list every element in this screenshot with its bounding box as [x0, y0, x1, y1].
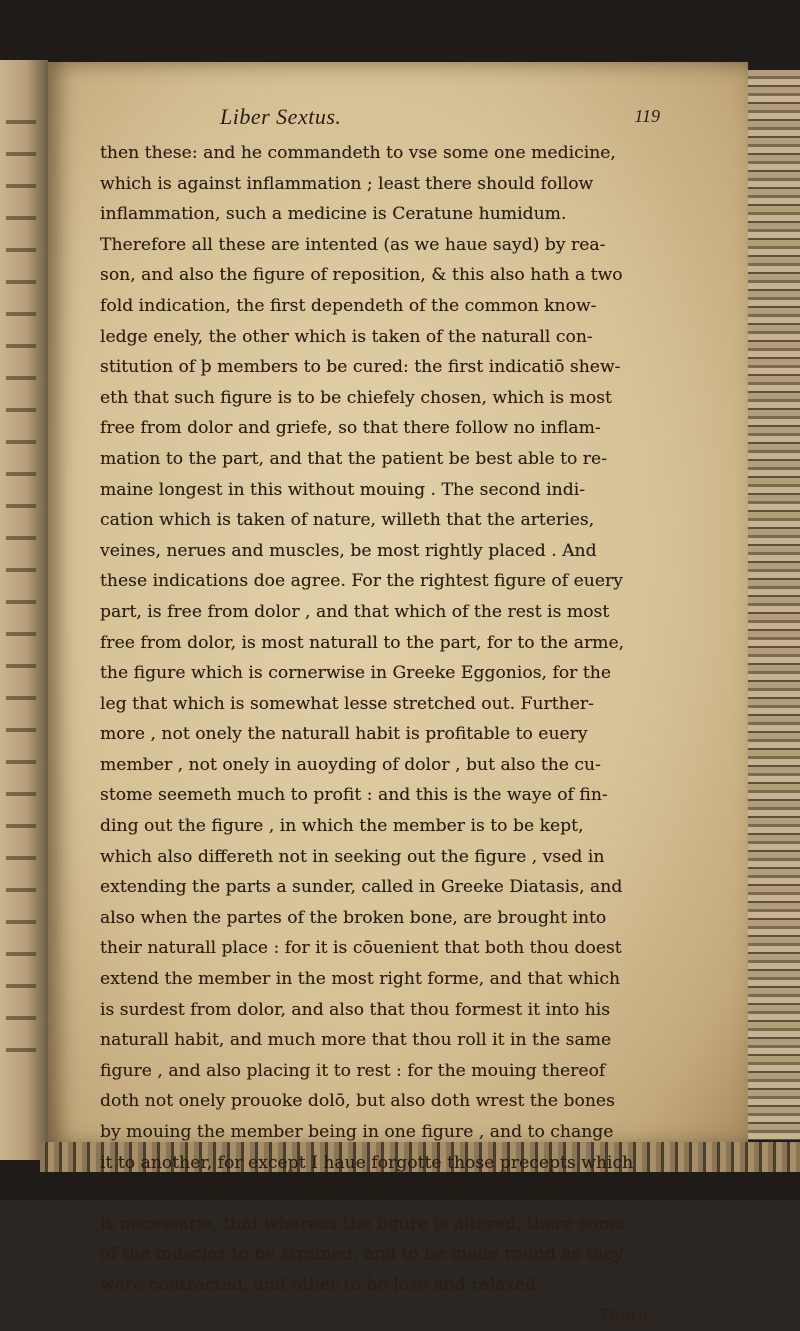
body-text — [100, 138, 660, 1301]
text-line: extend the member in the most right forme, and that which — [100, 969, 621, 990]
text-line: maine longest in this without mouing . The second indi- — [100, 479, 586, 500]
page-number: 119 — [634, 106, 660, 126]
text-line: their naturall place : for it is cōuenient that both thou doest — [100, 938, 622, 959]
text-line: stome seemeth much to profit : and this is the waye of fin- — [100, 785, 608, 806]
text-line: cation which is taken of nature, willeth that the arteries, — [100, 510, 595, 531]
running-head — [100, 100, 660, 134]
text-line: mation to the part, and that the patient be best able to re- — [100, 448, 608, 469]
running-title: Liber Sextus. — [220, 104, 342, 129]
text-line: Therefore all these are intented (as we haue sayd) by rea- — [100, 234, 606, 255]
text-line: is surdest from dolor, and also that thou formest it into his — [100, 999, 611, 1020]
text-block — [100, 100, 660, 1331]
text-line: we haue written in our bokes De musculorum motibus, it — [100, 1183, 598, 1204]
text-line: these indications doe agree. For the rightest figure of euery — [100, 571, 623, 592]
adjacent-page-text-fragments — [6, 120, 36, 1060]
text-line: leg that which is somewhat lesse stretched out. Further- — [100, 693, 594, 714]
text-line: extending the parts a sunder, called in Greeke Diatasis, and — [100, 877, 623, 898]
text-line: doth not onely prouoke dolō, but also doth wrest the bones — [100, 1091, 615, 1112]
text-line: free from dolor and griefe, so that there follow no inflam- — [100, 418, 601, 439]
text-line: free from dolor, is most naturall to the part, for to the arme, — [100, 632, 625, 653]
text-line: were contracted, and other to be lose and relaxed. — [100, 1274, 542, 1295]
fore-edge — [748, 70, 800, 1140]
text-line: inflammation, such a medicine is Ceratune humidum. — [100, 204, 567, 225]
text-line: which also differeth not in seeking out the figure , vsed in — [100, 846, 605, 867]
text-line: naturall habit, and much more that thou roll it in the same — [100, 1030, 612, 1051]
text-line: eth that such figure is to be chiefely chosen, which is most — [100, 387, 612, 408]
text-line: the figure which is cornerwise in Greeke Eggonios, for the — [100, 663, 611, 684]
text-line: part, is free from dolor , and that which of the rest is most — [100, 601, 610, 622]
text-line: veines, nerues and muscles, be most rightly placed . And — [100, 540, 597, 561]
text-line: more , not onely the naturall habit is profitable to euery — [100, 724, 588, 745]
text-line: figure , and also placing it to rest : for the mouing thereof — [100, 1060, 606, 1081]
text-line: ledge enely, the other which is taken of the naturall con- — [100, 326, 593, 347]
text-line: by mouing the member being in one figure , and to change — [100, 1122, 614, 1142]
catchword: There- — [597, 1305, 654, 1326]
text-line: stitution of þ members to be cured: the first indicatiō shew- — [100, 357, 621, 378]
text-line: fold indication, the first dependeth of the common know- — [100, 295, 597, 316]
text-line: is necessarie, that whereas the figure is altered, there some — [100, 1213, 625, 1234]
adjacent-page-edge — [0, 60, 48, 1160]
text-line: of the muscles to be strained, and to be made round as they — [100, 1244, 624, 1265]
text-line: which is against inflammation ; least there should follow — [100, 173, 594, 194]
text-line: ding out the figure , in which the member is to be kept, — [100, 816, 584, 837]
text-line: son, and also the figure of reposition, & this also hath a two — [100, 265, 623, 286]
text-line: also when the partes of the broken bone, are brought into — [100, 907, 607, 928]
text-line: member , not onely in auoyding of dolor , but also the cu- — [100, 754, 601, 775]
text-line: then these: and he commandeth to vse some one medicine, — [100, 143, 616, 163]
text-line: it to another, for except I haue forgotte those precepts which — [100, 1152, 634, 1173]
